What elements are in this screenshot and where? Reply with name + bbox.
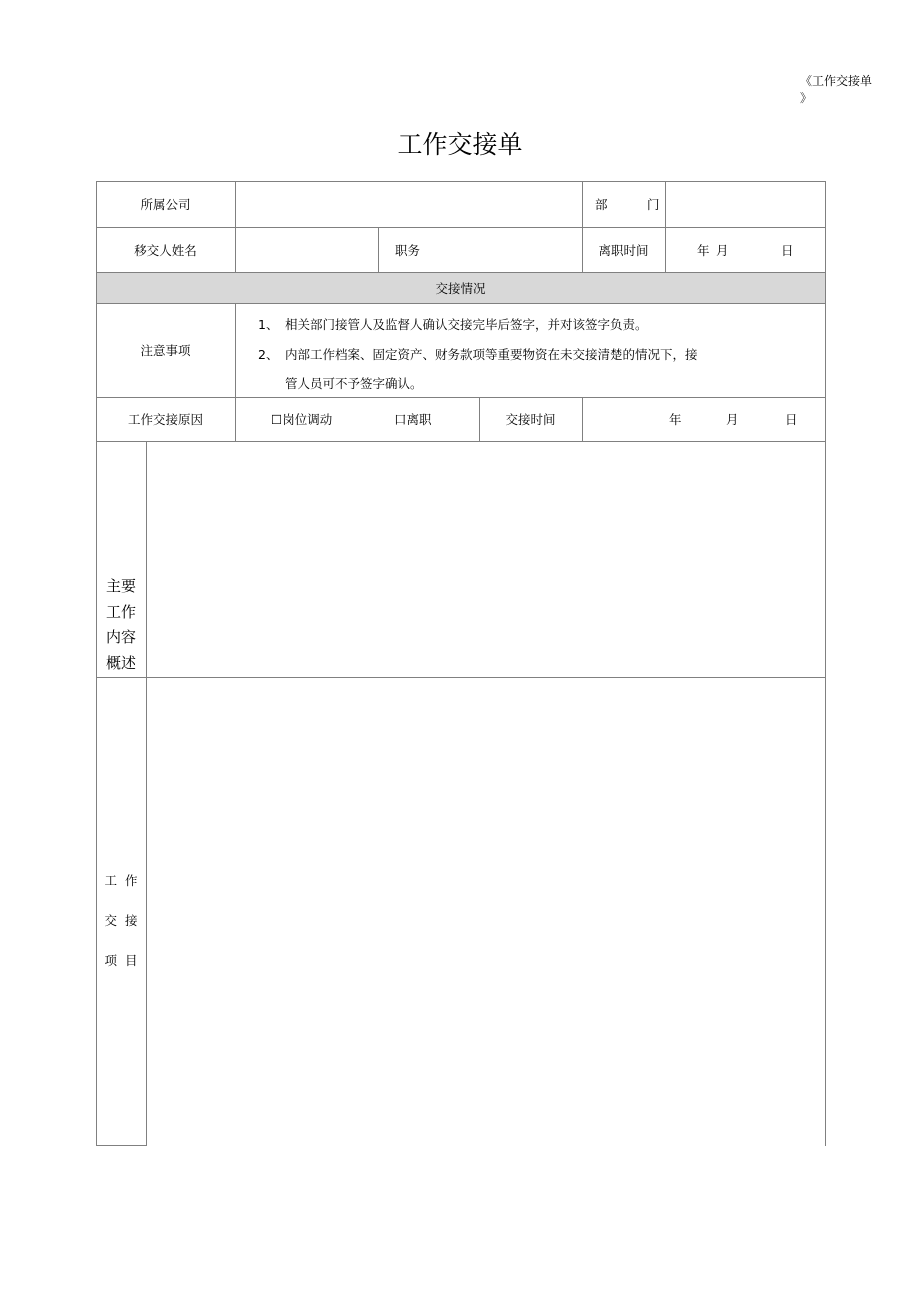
handover-reason-label: 工作交接原因 [127,412,203,427]
note-item-1-number: 1、 [258,317,279,332]
work-summary-field[interactable] [147,442,825,677]
notes-label: 注意事项 [140,343,191,358]
note-item-2-number: 2、 [258,347,279,362]
handover-items-label-line-3: 项目 [104,953,146,968]
handover-items-label-line-2: 交接 [104,913,146,928]
handover-time-label: 交接时间 [505,412,556,427]
note-item-2-continuation: 管人员可不予签字确认。 [285,376,423,391]
note-item-1-text: 相关部门接管人及监督人确认交接完毕后签字，并对该签字负责。 [285,317,648,332]
header-note-line: 》 [800,91,813,105]
header-note-line: 《工作交接单 [800,74,873,88]
handover-month-label: 月 [726,412,739,427]
position-field[interactable] [479,227,582,272]
handover-year-label: 年 [669,412,682,427]
leave-month-label: 月 [716,242,729,258]
header-note [800,73,872,107]
reason-option-transfer-checkbox[interactable]: ☐岗位调动 [271,412,333,427]
leave-year-label: 年 [697,242,710,258]
reason-option-resignation-checkbox[interactable]: 口离职 [394,412,432,427]
handover-items-label-line-1: 工作 [104,873,146,888]
department-field[interactable] [666,181,825,227]
handover-day-label: 日 [785,412,798,427]
note-item-2-text: 内部工作档案、固定资产、财务款项等重要物资在未交接清楚的情况下，接 [285,347,698,362]
document-title: 工作交接单 [397,130,523,159]
department-label-part2: 门 [647,197,660,212]
handover-items-field[interactable] [147,678,825,1145]
transferor-name-label: 移交人姓名 [134,242,197,258]
section-header: 交接情况 [435,281,486,296]
department-label-part1: 部 [595,197,608,212]
leave-date-label: 离职时间 [598,242,649,258]
company-field[interactable] [236,181,582,227]
leave-day-label: 日 [781,242,794,258]
transferor-name-field[interactable] [236,227,378,272]
work-summary-label: 主要 工作 内容 概述 [105,577,136,672]
position-label: 职务 [395,242,421,258]
company-label: 所属公司 [140,197,191,212]
